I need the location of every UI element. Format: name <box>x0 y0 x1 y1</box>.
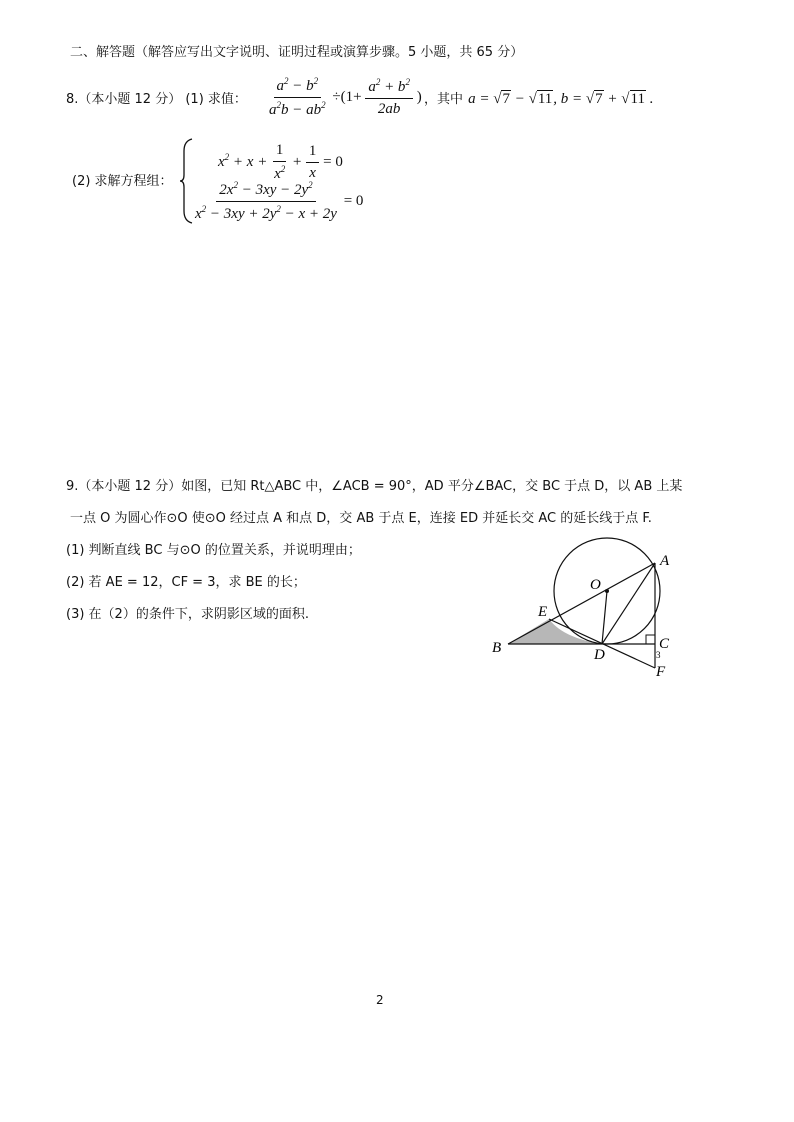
q8-header <box>66 88 247 107</box>
q8-number: 8. <box>66 92 79 107</box>
q8-condition-prefix: ，其中 <box>424 92 464 107</box>
label-f: F <box>656 664 666 680</box>
fraction-2: $\frac{a^2 + b^2}{2ab}$ <box>365 77 413 118</box>
q9-line2: 一点 O 为圆心作⊙O 使⊙O 经过点 A 和点 D，交 AB 于点 E，连接 ED 并延长交 AC 的延长线于点 F. <box>70 511 652 526</box>
line-od <box>602 591 607 644</box>
label-c: C <box>659 636 670 652</box>
label-d: D <box>594 647 605 663</box>
q8-part1-label: (1) 求值： <box>185 92 247 107</box>
label-e: E <box>538 604 548 620</box>
label-cf-length: 3 <box>656 650 661 660</box>
q9-line1 <box>66 475 682 494</box>
page-number: 2 <box>376 993 384 1007</box>
q9-sub2: (2) 若 AE = 12，CF = 3，求 BE 的长； <box>66 575 306 590</box>
q8-part2-label: (2) 求解方程组： <box>72 174 173 189</box>
q9-number: 9. <box>66 479 79 494</box>
label-o: O <box>590 577 601 593</box>
q9-sub1: (1) 判断直线 BC 与⊙O 的位置关系，并说明理由； <box>66 543 361 558</box>
label-b: B <box>492 640 502 656</box>
label-a: A <box>660 553 670 569</box>
center-point <box>605 589 609 593</box>
equation-2: $\frac{2x^2 - 3xy - 2y^2}{x^2 - 3xy + 2y^2 - x + 2y}$ = 0 <box>195 180 364 222</box>
geometry-figure <box>480 520 700 690</box>
line-ba <box>508 563 655 644</box>
q9-text-1: （本小题 12 分）如图，已知 Rt△ABC 中，∠ACB = 90°，AD 平分∠BAC，交 BC 于点 D，以 AB 上某 <box>78 479 683 494</box>
equation-1: $x^2 + x$ + $\frac{1}{x^2}$ + $\frac{1}{x}$ = 0 <box>218 142 343 182</box>
q8-score: （本小题 12 分） <box>78 92 182 107</box>
q8-condition <box>424 88 653 108</box>
line-ad <box>602 563 655 644</box>
q8-expression: $\frac{a^2 - b^2}{a^2b - ab^2}$ ÷(1+ $\frac{a^2 + b^2}{2ab}$ ) <box>266 76 422 119</box>
q8-condition-math: a = √7 − √11, b = √7 + √11 . <box>468 91 654 107</box>
right-angle-mark <box>646 635 655 644</box>
fraction-1: $\frac{a^2 - b^2}{a^2b - ab^2}$ <box>269 76 326 118</box>
q9-sub3: (3) 在（2）的条件下，求阴影区域的面积. <box>66 607 309 622</box>
section-heading: 二、解答题（解答应写出文字说明、证明过程或演算步骤。5 小题，共 65 分） <box>70 45 524 60</box>
